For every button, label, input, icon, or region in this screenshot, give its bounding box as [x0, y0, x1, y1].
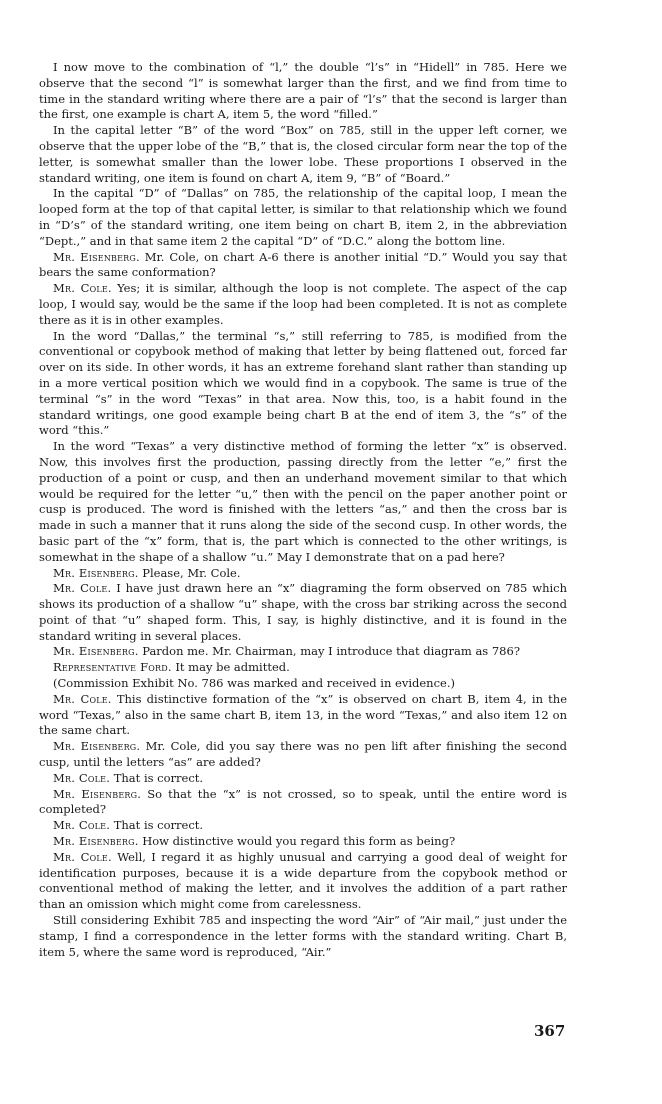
speaker-name: Mr. Eisenberg. — [53, 739, 141, 754]
paragraph-5: Mr. Cole. Yes; it is similar, although the loop is not complete. The aspect of the cap loop, I would say, would be the same if the loop had been completed. It is not as complete there as it is in other examples. — [39, 281, 568, 327]
paragraph-6: In the word “Dallas,” the terminal “s,” still referring to 785, is modified from the conventional or copybook method of making that letter by being flattened out, forced far over on its side. In other words, it has an extreme forehand slant rather than standing up in a more vertical position which we would find in a copybook. The same is true of the terminal “s” in the word “Texas” in that area. Now this, too, is a habit found in the standard writings, one good example being chart B at the end of item 3, the “s” of the word “this.” — [39, 328, 567, 438]
speaker-name: Mr. Cole. — [53, 770, 111, 785]
paragraph-12: (Commission Exhibit No. 786 was marked and received in evidence.) — [53, 676, 455, 691]
page-number: 367 — [534, 1022, 566, 1040]
paragraph-14: Mr. Eisenberg. Mr. Cole, did you say there was no pen lift after finishing the second cusp, until the letters “as” are added? — [39, 739, 568, 770]
speaker-name: Mr. Eisenberg. — [53, 834, 139, 849]
speaker-name: Mr. Cole. — [53, 281, 112, 296]
paragraph-1: I now move to the combination of “l,” the double “l’s” in “Hidell” in 785. Here we observe that the second “l” is somewhat larger than the first, and we find from time to time in the standard writing where there are a pair of “l’s” that the second is larger than the first, one example is chart A, item 5, the word “filled.” — [39, 60, 567, 122]
paragraph-9: Mr. Cole. I have just drawn here an “x” diagraming the form observed on 785 which shows its production of a shallow “u” shape, with the cross bar striking across the second point of that “u” shaped form. This, I say, is highly distinctive, and it is found in the standard writing in several places. — [39, 581, 568, 643]
paragraph-10: Mr. Eisenberg. Pardon me. Mr. Chairman, may I introduce that diagram as 786? — [53, 644, 520, 659]
paragraph-4: Mr. Eisenberg. Mr. Cole, on chart A-6 there is another initial “D.” Would you say that bears the same conformation? — [39, 249, 568, 280]
speaker-name: Mr. Cole. — [53, 849, 112, 864]
paragraph-2: In the capital letter “B” of the word “Box” on 785, still in the upper left corner, we observe that the upper lobe of the “B,” that is, the closed circular form near the top of the letter, is somewhat smaller than the lower lobe. These proportions I observed in the standard writing, one item is found on chart A, item 9, “B” of “Board.” — [39, 123, 567, 185]
paragraph-8: Mr. Eisenberg. Please, Mr. Cole. — [53, 565, 241, 580]
speaker-name: Mr. Eisenberg. — [53, 565, 139, 580]
speaker-name: Mr. Cole. — [53, 691, 112, 706]
paragraph-11: Representative Ford. It may be admitted. — [53, 660, 290, 675]
speaker-name: Representative Ford. — [53, 660, 172, 675]
paragraph-3: In the capital “D” of “Dallas” on 785, the relationship of the capital loop, I mean the looped form at the top of that capital letter, is similar to that relationship which we found in “D’s” of the standard writing, one item being on chart B, item 2, in the abbreviation “Dept.,” and in that same item 2 the capital “D” of “D.C.” along the bottom line. — [39, 186, 567, 248]
paragraph-16: Mr. Eisenberg. So that the “x” is not crossed, so to speak, until the entire word is completed? — [39, 786, 568, 817]
speaker-name: Mr. Cole. — [53, 818, 111, 833]
paragraph-20: Still considering Exhibit 785 and inspecting the word “Air” of “Air mail,” just under the stamp, I find a correspondence in the letter forms with the standard writing. Chart B, item 5, where the same word is reproduced, “Air.” — [39, 913, 567, 959]
paragraph-13: Mr. Cole. This distinctive formation of the “x” is observed on chart B, item 4, in the word “Texas,” also in the same chart B, item 13, in the word “Texas,” and also item 12 on the same chart. — [39, 691, 568, 738]
speaker-name: Mr. Cole. — [53, 581, 112, 596]
paragraph-17: Mr. Cole. That is correct. — [53, 818, 204, 833]
speaker-name: Mr. Eisenberg. — [53, 249, 140, 264]
speaker-name: Mr. Eisenberg. — [53, 644, 139, 659]
paragraph-15: Mr. Cole. That is correct. — [53, 770, 204, 785]
paragraph-18: Mr. Eisenberg. How distinctive would you regard this form as being? — [53, 834, 456, 849]
paragraph-7: In the word “Texas” a very distinctive method of forming the letter “x” is observed. Now, this involves first the production, passing directly from the letter “e,” first the production of a point or cusp, and then an underhand movement similar to that which would be required for the letter “u,” then with the pencil on the paper another point or cusp is produced. The word is finished with the letters “as,” and then the cross bar is made in such a manner that it runs along the side of the second cusp. In other words, the basic part of the “x” form, that is, the part which is connected to the other writings, is somewhat in the shape of a shallow “u.” May I demonstrate that on a pad here? — [39, 439, 567, 564]
speaker-name: Mr. Eisenberg. — [53, 786, 142, 801]
paragraph-19: Mr. Cole. Well, I regard it as highly unusual and carrying a good deal of weight for identification purposes, because it is a wide departure from the copybook method or conventional method of making the letter, and it involves the addition of a part rather than an omission which might come from carelessness. — [39, 849, 567, 912]
page-body — [39, 60, 567, 960]
